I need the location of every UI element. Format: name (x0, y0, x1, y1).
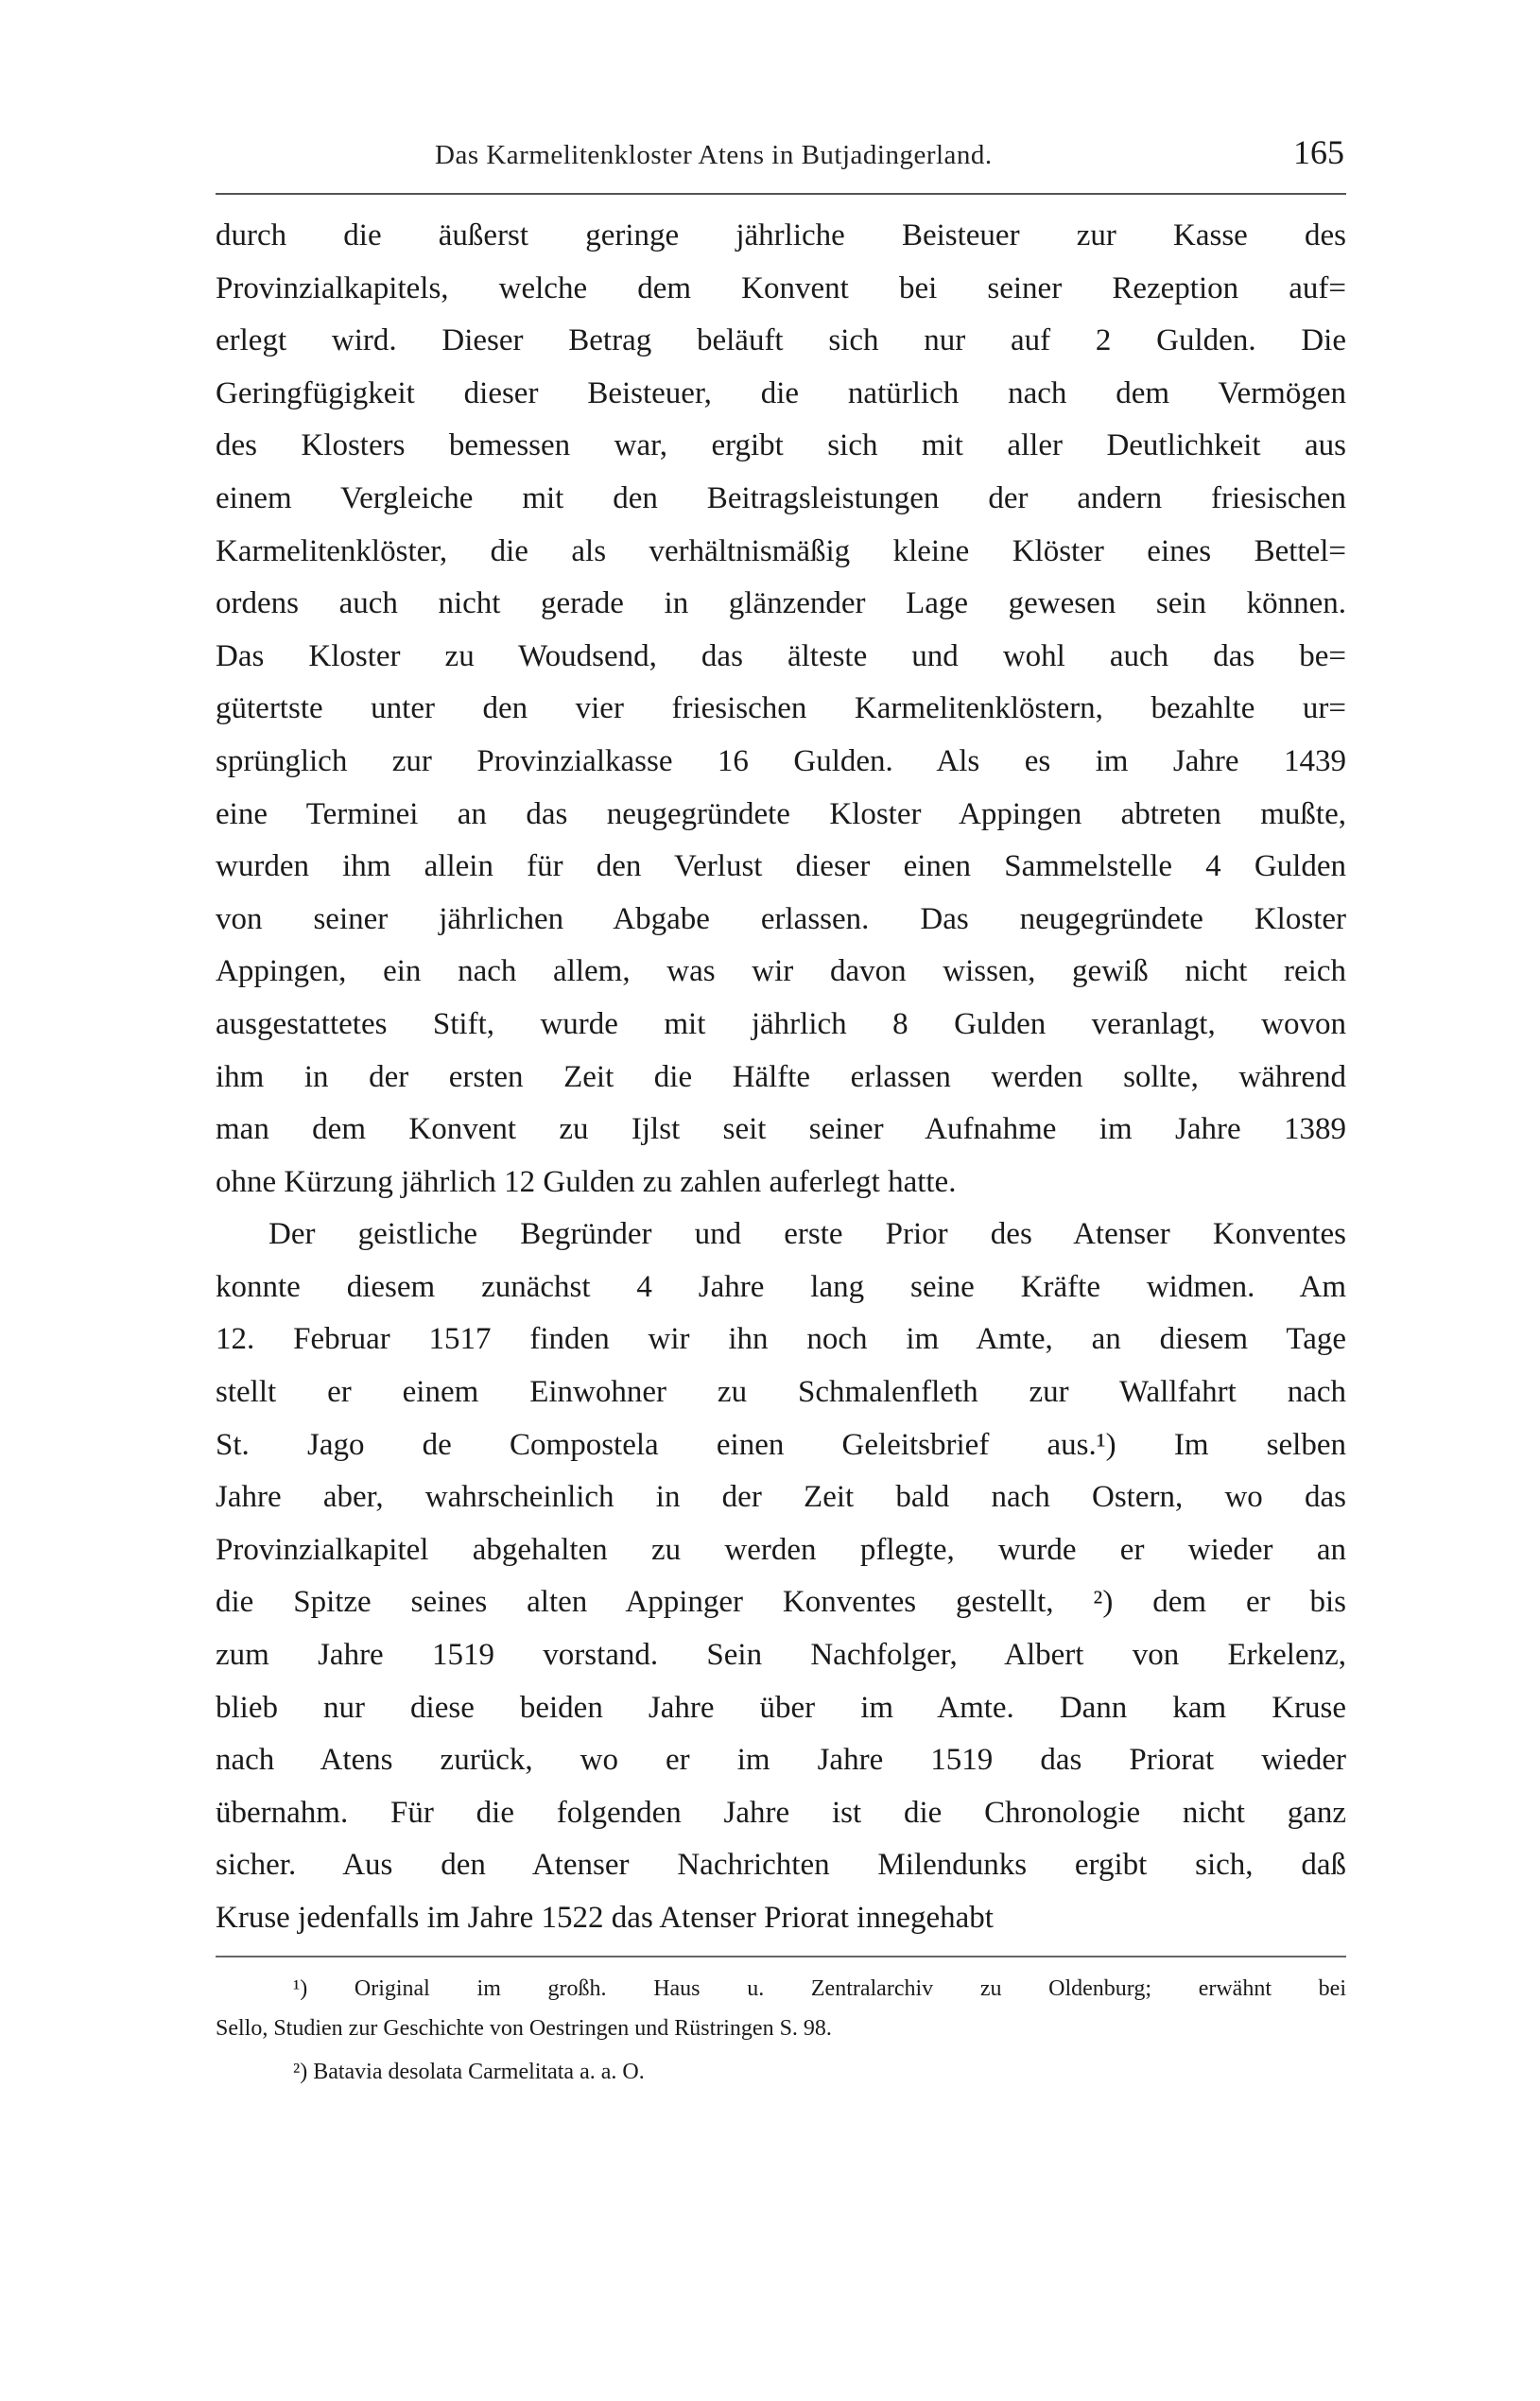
footnote-2: ²) Batavia desolata Carmelitata a. a. O. (293, 2060, 645, 2084)
running-header (216, 132, 1344, 180)
body-line: des Klosters bemessen war, ergibt sich mit aller Deutlichkeit aus (216, 428, 1346, 463)
body-line: die Spitze seines alten Appinger Konventes gestellt, ²) dem er bis (216, 1585, 1346, 1620)
body-line: sprünglich zur Provinzialkasse 16 Gulden. Als es im Jahre 1439 (216, 743, 1346, 778)
body-line: Provinzialkapitel abgehalten zu werden pflegte, wurde er wieder an (216, 1532, 1346, 1567)
body-line: blieb nur diese beiden Jahre über im Amte. Dann kam Kruse (216, 1690, 1346, 1725)
body-line: Appingen, ein nach allem, was wir davon wissen, gewiß nicht reich (216, 954, 1346, 989)
body-line: konnte diesem zunächst 4 Jahre lang seine Kräfte widmen. Am (216, 1269, 1346, 1304)
body-line: sicher. Aus den Atenser Nachrichten Milendunks ergibt sich, daß (216, 1848, 1346, 1883)
body-line: von seiner jährlichen Abgabe erlassen. Das neugegründete Kloster (216, 901, 1346, 936)
body-line: Jahre aber, wahrscheinlich in der Zeit bald nach Ostern, wo das (216, 1480, 1346, 1515)
body-line: zum Jahre 1519 vorstand. Sein Nachfolger, Albert von Erkelenz, (216, 1638, 1346, 1673)
footnote-1-line-2: Sello, Studien zur Geschichte von Oestringen und Rüstringen S. 98. (216, 2016, 832, 2041)
footnote-1-line-1: ¹) Original im großh. Haus u. Zentralarchiv zu Oldenburg; erwähnt bei (293, 1976, 1346, 2001)
body-line: übernahm. Für die folgenden Jahre ist die Chronologie nicht ganz (216, 1795, 1346, 1830)
body-text (216, 210, 1346, 1945)
body-line: erlegt wird. Dieser Betrag beläuft sich nur auf 2 Gulden. Die (216, 323, 1346, 358)
body-line: Provinzialkapitels, welche dem Konvent bei seiner Rezeption auf= (216, 270, 1346, 305)
body-line: Der geistliche Begründer und erste Prior des Atenser Konventes (268, 1217, 1346, 1252)
body-line: ordens auch nicht gerade in glänzender Lage gewesen sein können. (216, 586, 1346, 621)
body-line: Kruse jedenfalls im Jahre 1522 das Atenser Priorat innegehabt (216, 1901, 994, 1935)
body-line: durch die äußerst geringe jährliche Beisteuer zur Kasse des (216, 218, 1346, 252)
body-line: Karmelitenklöster, die als verhältnismäßig kleine Klöster eines Bettel= (216, 533, 1346, 568)
body-line: stellt er einem Einwohner zu Schmalenfleth zur Wallfahrt nach (216, 1375, 1346, 1410)
body-line: Das Kloster zu Woudsend, das älteste und wohl auch das be= (216, 638, 1346, 673)
body-line: man dem Konvent zu Ijlst seit seiner Aufnahme im Jahre 1389 (216, 1112, 1346, 1147)
body-line: wurden ihm allein für den Verlust dieser einen Sammelstelle 4 Gulden (216, 849, 1346, 884)
header-rule (216, 193, 1346, 195)
body-line: einem Vergleiche mit den Beitragsleistungen der andern friesischen (216, 480, 1346, 515)
body-line: ihm in der ersten Zeit die Hälfte erlassen werden sollte, während (216, 1059, 1346, 1094)
footnotes (216, 1969, 1346, 2092)
body-line: ohne Kürzung jährlich 12 Gulden zu zahlen auferlegt hatte. (216, 1164, 957, 1199)
running-title: Das Karmelitenkloster Atens in Butjadingerland. (435, 140, 993, 170)
body-line: St. Jago de Compostela einen Geleitsbrief aus.¹) Im selben (216, 1427, 1346, 1462)
body-line: ausgestattetes Stift, wurde mit jährlich 8 Gulden veranlagt, wovon (216, 1006, 1346, 1041)
body-line: eine Terminei an das neugegründete Kloster Appingen abtreten mußte, (216, 796, 1346, 831)
body-line: 12. Februar 1517 finden wir ihn noch im Amte, an diesem Tage (216, 1322, 1346, 1357)
page-number: 165 (1293, 133, 1344, 171)
body-line: nach Atens zurück, wo er im Jahre 1519 das Priorat wieder (216, 1743, 1346, 1778)
body-line: Geringfügigkeit dieser Beisteuer, die natürlich nach dem Vermögen (216, 375, 1346, 410)
footnote-rule (216, 1956, 1346, 1957)
body-line: gütertste unter den vier friesischen Karmelitenklöstern, bezahlte ur= (216, 691, 1346, 726)
